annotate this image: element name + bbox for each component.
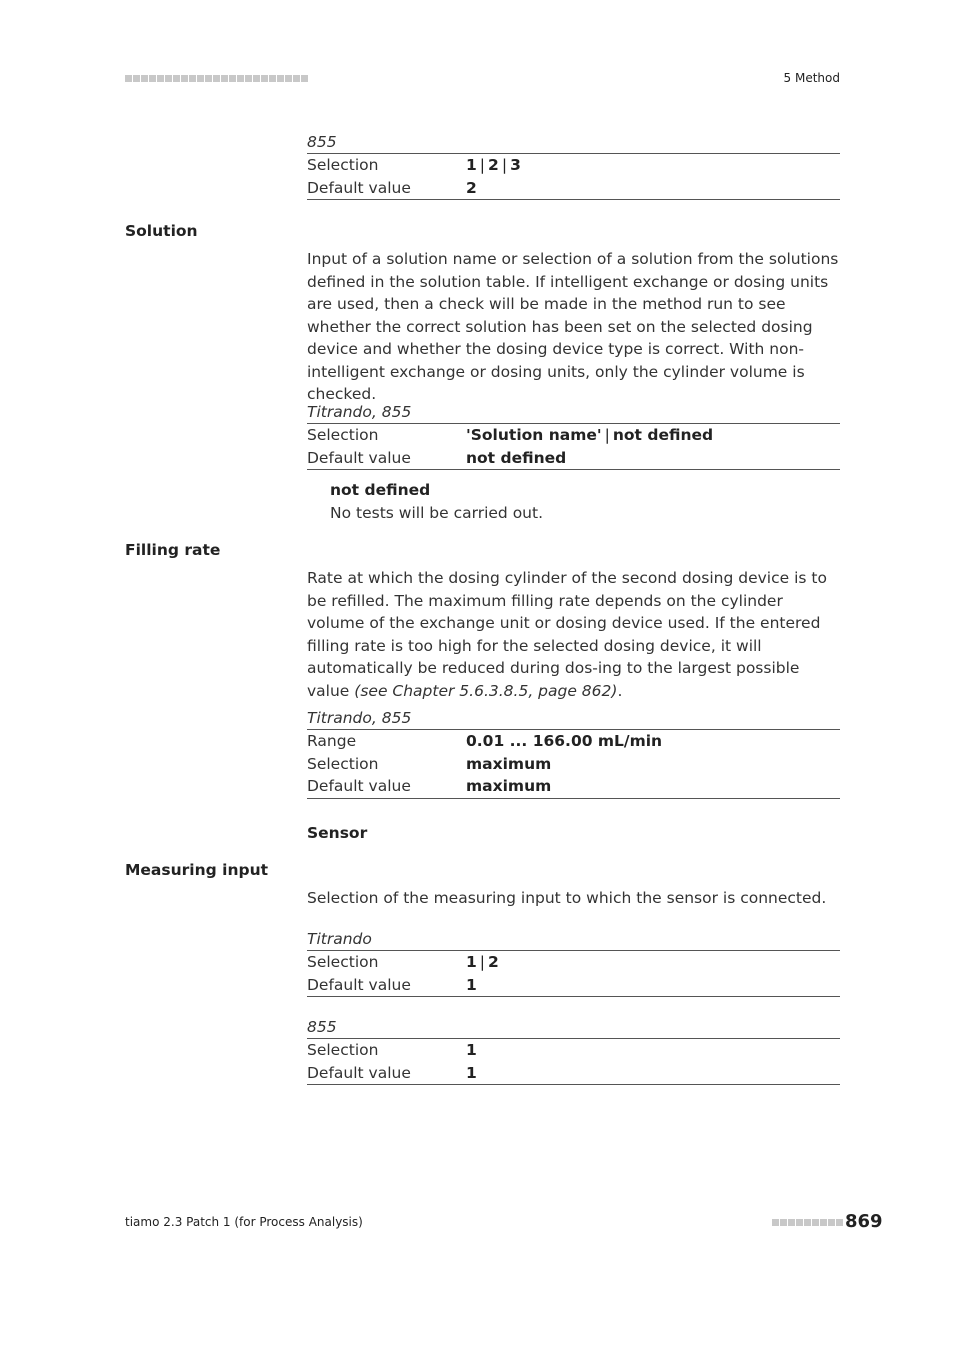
table-row [307,1062,840,1085]
value-item: 'Solution name' [466,426,602,444]
decoration-square [149,75,156,82]
value-item: 1 [466,975,477,994]
param-key: Default value [307,178,411,197]
page-number: 869 [845,1211,883,1232]
param-value [466,730,662,753]
param-value [466,974,477,997]
decoration-square [125,75,132,82]
value-item: 1 [466,953,477,971]
table-bottom-rule [307,1084,840,1085]
table-bottom-rule [307,469,840,470]
table-row [307,753,840,776]
value-item: 0.01 ... 166.00 mL/min [466,732,663,750]
value-separator: | [501,156,508,174]
option-description: No tests will be carried out. [330,504,544,522]
value-item: 1 [466,1041,477,1059]
decoration-square [245,75,252,82]
measuring-input-description [307,887,840,910]
decoration-square [213,75,220,82]
value-separator: | [479,953,486,971]
param-value [466,424,713,447]
section-heading-filling-rate: Filling rate [125,541,221,559]
param-key: Range [307,732,357,750]
decoration-square [141,75,148,82]
table-bottom-rule [307,199,840,200]
decoration-square [205,75,212,82]
param-key: Default value [307,1063,411,1082]
table-row [307,775,840,798]
decoration-square [772,1219,779,1226]
decoration-square [181,75,188,82]
option-not-defined [330,479,543,525]
decoration-square [253,75,260,82]
decoration-square [293,75,300,82]
param-key: Selection [307,426,379,444]
value-item: 2 [488,953,499,971]
decoration-square [277,75,284,82]
value-item: 1 [466,1063,477,1082]
value-item: not defined [612,426,714,444]
footer-product-name: tiamo 2.3 Patch 1 (for Process Analysis) [125,1215,363,1229]
param-key: Selection [307,953,379,971]
param-value [466,1039,477,1062]
decoration-square [221,75,228,82]
chapter-reference: (see Chapter 5.6.3.8.5, page 862) [354,681,618,700]
table-row [307,974,840,997]
decoration-square [796,1219,803,1226]
decoration-square [165,75,172,82]
table-row [307,447,840,470]
decoration-square [301,75,308,82]
solution-description [307,248,840,406]
decoration-square [836,1219,843,1226]
decoration-square [780,1219,787,1226]
param-table-top [307,132,840,200]
param-key: Default value [307,777,411,795]
table-row [307,1039,840,1062]
decoration-square [269,75,276,82]
section-heading-measuring-input: Measuring input [125,861,269,879]
param-key: Default value [307,448,411,467]
param-value [466,951,499,974]
decoration-square [189,75,196,82]
decoration-square [788,1219,795,1226]
param-key: Selection [307,156,379,174]
param-value [466,447,566,470]
param-table-measuring-input-titrando [307,929,840,997]
param-table-solution [307,402,840,470]
decoration-square [285,75,292,82]
value-item: 2 [466,178,477,197]
value-separator: | [604,426,610,444]
table-caption: Titrando, 855 [307,402,840,424]
table-bottom-rule [307,996,840,997]
table-caption: 855 [307,1017,840,1039]
param-key: Default value [307,975,411,994]
table-caption: 855 [307,132,840,154]
param-table-filling-rate [307,708,840,799]
table-row [307,951,840,974]
decoration-square [804,1219,811,1226]
section-heading-solution: Solution [125,222,198,240]
decoration-square [828,1219,835,1226]
decoration-square [133,75,140,82]
header-section-label: 5 Method [783,71,840,85]
value-item: maximum [466,777,552,795]
param-value [466,775,551,798]
filling-rate-description [307,567,840,702]
solution-text: Input of a solution name or selection of a solution from the solutions defined in the solution table. If intelligent exchange or dosing units are used, then a check will be made in the method run to see whether the correct solution has been set on the selected dosing device and whether the dosing device type is correct. With non-intelligent exchange or dosing units, only the cylinder volume is checked. [307,250,839,403]
header-decoration [125,75,308,83]
decoration-square [237,75,244,82]
decoration-square [261,75,268,82]
param-key: Selection [307,1041,379,1059]
table-row [307,730,840,753]
param-value [466,154,521,177]
footer-decoration [772,1219,843,1227]
param-key: Selection [307,754,379,773]
decoration-square [157,75,164,82]
table-row [307,424,840,447]
value-item: maximum [466,754,552,773]
value-separator: | [479,156,486,174]
value-item: 3 [510,156,521,174]
table-bottom-rule [307,798,840,799]
decoration-square [173,75,180,82]
value-item: 1 [466,156,477,174]
decoration-square [197,75,204,82]
param-value [466,1062,477,1085]
table-row [307,177,840,200]
subsection-heading-sensor: Sensor [307,824,368,842]
value-item: not defined [466,448,567,467]
decoration-square [229,75,236,82]
param-value [466,177,477,200]
table-caption: Titrando, 855 [307,708,840,730]
value-item: 2 [488,156,499,174]
decoration-square [820,1219,827,1226]
table-caption: Titrando [307,929,840,951]
measuring-input-text: Selection of the measuring input to which the sensor is connected. [307,889,827,907]
param-table-measuring-input-855 [307,1017,840,1085]
filling-rate-text-main: Rate at which the dosing cylinder of the second dosing device is to be refilled. The maximum filling rate depends on the cylinder volume of the exchange unit or dosing device used. If the entered filling rate is too high for the selected dosing device, it will automatically be reduced during dos-ing to the largest possible value [307,569,827,700]
option-title: not defined [330,481,431,499]
param-value [466,753,551,776]
filling-rate-text [307,567,840,702]
table-row [307,154,840,177]
filling-rate-text-end: . [617,681,623,700]
decoration-square [812,1219,819,1226]
